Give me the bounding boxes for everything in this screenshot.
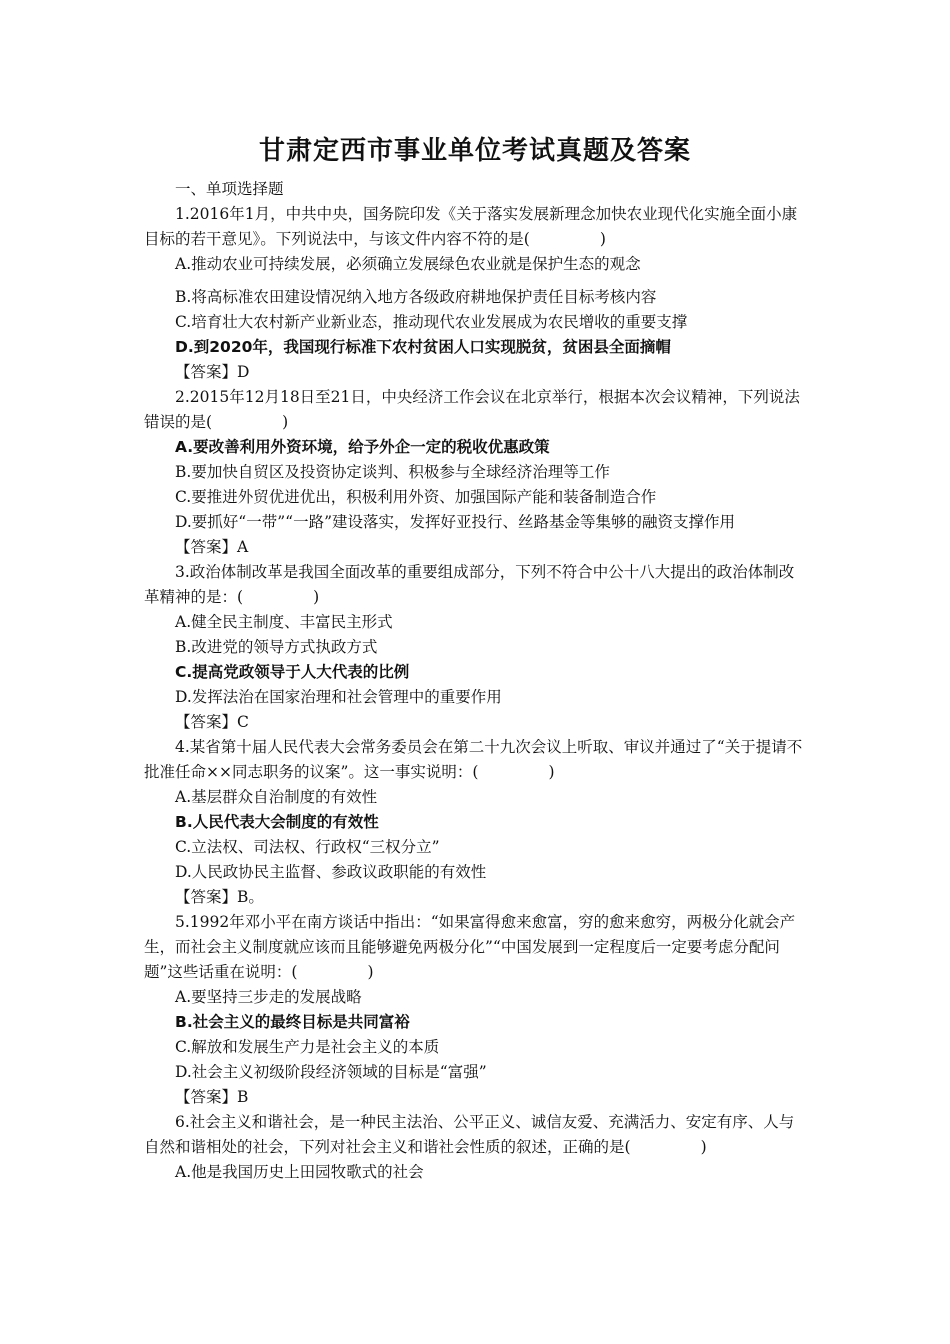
question-6-text: 6.社会主义和谐社会，是一种民主法治、公平正义、诚信友爱、充满活力、安定有序、人与自然和谐相处的社会，下列对社会主义和谐社会性质的叙述，正确的是( [144, 1113, 795, 1156]
question-5-close: ) [367, 963, 374, 981]
question-3-option-d: D.发挥法治在国家治理和社会管理中的重要作用 [175, 688, 502, 706]
question-4-option-b: B.人民代表大会制度的有效性 [175, 813, 379, 831]
question-2-close: ) [282, 413, 289, 431]
question-4-stem [144, 735, 804, 785]
question-5-stem [144, 910, 804, 985]
question-1-option-a: A.推动农业可持续发展，必须确立发展绿色农业就是保护生态的观念 [175, 255, 641, 273]
document-title: 甘肃定西市事业单位考试真题及答案 [258, 136, 691, 166]
question-2-option-d: D.要抓好“一带”“一路”建设落实，发挥好亚投行、丝路基金等集够的融资支撑作用 [175, 513, 736, 531]
question-1-option-d: D.到2020年，我国现行标准下农村贫困人口实现脱贫，贫困县全面摘帽 [175, 338, 671, 356]
question-1-option-c: C.培育壮大农村新产业新业态，推动现代农业发展成为农民增收的重要支撑 [175, 313, 688, 331]
question-5-option-d: D.社会主义初级阶段经济领域的目标是“富强” [175, 1063, 487, 1081]
question-1-stem [144, 202, 804, 252]
question-4-close: ) [548, 763, 555, 781]
section-heading: 一、单项选择题 [175, 180, 284, 198]
question-1-option-b: B.将高标准农田建设情况纳入地方各级政府耕地保护责任目标考核内容 [175, 288, 657, 306]
question-1-close: ) [599, 230, 606, 248]
question-1-answer: 【答案】D [175, 363, 250, 381]
question-3-option-b: B.改进党的领导方式执政方式 [175, 638, 378, 656]
question-3-option-a: A.健全民主制度、丰富民主形式 [175, 613, 393, 631]
question-4-option-c: C.立法权、司法权、行政权“三权分立” [175, 838, 440, 856]
question-3-text: 3.政治体制改革是我国全面改革的重要组成部分，下列不符合中公十八大提出的政治体制改革精神的是：( [144, 563, 795, 606]
question-4-text: 4.某省第十届人民代表大会常务委员会在第二十九次会议上听取、审议并通过了“关于提请不批准任命××同志职务的议案”。这一事实说明：( [144, 738, 803, 781]
question-4-option-a: A.基层群众自治制度的有效性 [175, 788, 378, 806]
document-body [144, 177, 804, 1185]
question-3-close: ) [313, 588, 320, 606]
question-2-stem [144, 385, 804, 435]
question-5-option-b: B.社会主义的最终目标是共同富裕 [175, 1013, 410, 1031]
question-6-option-a: A.他是我国历史上田园牧歌式的社会 [175, 1163, 424, 1181]
question-3-option-c: C.提高党政领导于人大代表的比例 [175, 663, 410, 681]
question-4-option-d: D.人民政协民主监督、参政议政职能的有效性 [175, 863, 487, 881]
question-5-option-c: C.解放和发展生产力是社会主义的本质 [175, 1038, 440, 1056]
question-2-answer: 【答案】A [175, 538, 249, 556]
question-5-option-a: A.要坚持三步走的发展战略 [175, 988, 362, 1006]
question-2-option-a: A.要改善利用外资环境，给予外企一定的税收优惠政策 [175, 438, 550, 456]
question-5-answer: 【答案】B [175, 1088, 249, 1106]
question-3-answer: 【答案】C [175, 713, 249, 731]
question-2-option-c: C.要推进外贸优进优出，积极利用外资、加强国际产能和装备制造合作 [175, 488, 657, 506]
question-2-text: 2.2015年12月18日至21日，中央经济工作会议在北京举行，根据本次会议精神，下列说法错误的是( [144, 388, 800, 431]
question-4-answer: 【答案】B。 [175, 888, 264, 906]
question-3-stem [144, 560, 804, 610]
question-6-close: ) [700, 1138, 707, 1156]
question-1-text: 1.2016年1月，中共中央，国务院印发《关于落实发展新理念加快农业现代化实施全面小康目标的若干意见》。下列说法中，与该文件内容不符的是( [144, 205, 798, 248]
question-5-text: 5.1992年邓小平在南方谈话中指出：“如果富得愈来愈富，穷的愈来愈穷，两极分化就会产生，而社会主义制度就应该而且能够避免两极分化”“中国发展到一定程度后一定要考虑分配问题”这些话重在说明：( [144, 913, 796, 981]
question-6-stem [144, 1110, 804, 1160]
question-2-option-b: B.要加快自贸区及投资协定谈判、积极参与全球经济治理等工作 [175, 463, 610, 481]
